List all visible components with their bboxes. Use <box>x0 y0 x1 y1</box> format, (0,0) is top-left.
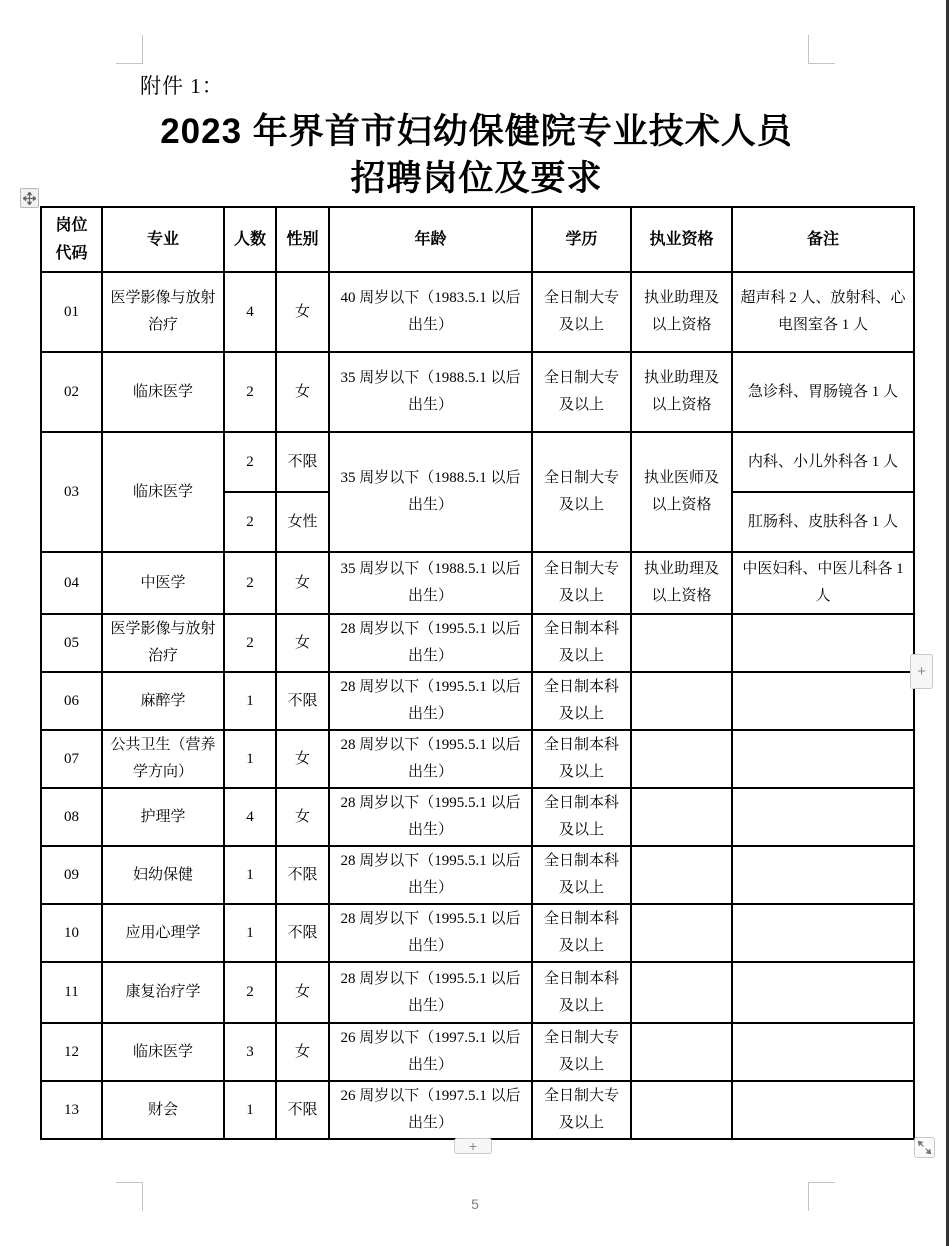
cell-count[interactable]: 2 <box>224 432 276 492</box>
cell-qualification[interactable] <box>631 614 732 672</box>
table-resize-handle[interactable] <box>914 1137 935 1158</box>
cell-education[interactable]: 全日制大专及以上 <box>532 272 631 352</box>
document-title[interactable] <box>40 108 913 202</box>
cell-major[interactable]: 财会 <box>102 1081 224 1139</box>
cell-major[interactable]: 医学影像与放射治疗 <box>102 614 224 672</box>
cell-qualification[interactable] <box>631 672 732 730</box>
cell-remark[interactable]: 急诊科、胃肠镜各 1 人 <box>732 352 914 432</box>
cell-gender[interactable]: 不限 <box>276 672 329 730</box>
cell-qualification[interactable] <box>631 904 732 962</box>
cell-major[interactable]: 临床医学 <box>102 432 224 552</box>
cell-gender[interactable]: 女 <box>276 962 329 1023</box>
cell-code[interactable]: 10 <box>41 904 102 962</box>
cell-remark[interactable] <box>732 846 914 904</box>
cell-remark[interactable] <box>732 962 914 1023</box>
cell-education[interactable]: 全日制本科及以上 <box>532 672 631 730</box>
cell-education[interactable]: 全日制大专及以上 <box>532 432 631 552</box>
cell-code[interactable]: 09 <box>41 846 102 904</box>
cell-gender[interactable]: 不限 <box>276 432 329 492</box>
cell-count[interactable]: 4 <box>224 272 276 352</box>
move-icon <box>23 192 36 205</box>
cell-count[interactable]: 3 <box>224 1023 276 1081</box>
cell-gender[interactable]: 女 <box>276 352 329 432</box>
table-row <box>41 672 914 730</box>
cell-count[interactable]: 2 <box>224 614 276 672</box>
cell-remark[interactable] <box>732 672 914 730</box>
table-row <box>41 552 914 614</box>
cell-age[interactable]: 35 周岁以下（1988.5.1 以后出生） <box>329 432 532 552</box>
cell-count[interactable]: 1 <box>224 846 276 904</box>
cell-remark[interactable] <box>732 1023 914 1081</box>
cell-code[interactable]: 02 <box>41 352 102 432</box>
cell-code[interactable]: 03 <box>41 432 102 552</box>
cell-gender[interactable]: 不限 <box>276 846 329 904</box>
cell-age[interactable]: 35 周岁以下（1988.5.1 以后出生） <box>329 552 532 614</box>
cell-major[interactable]: 护理学 <box>102 788 224 846</box>
margin-corner-mark <box>116 35 143 64</box>
header-gender[interactable]: 性别 <box>276 207 329 272</box>
cell-qualification[interactable] <box>631 1023 732 1081</box>
table-row <box>41 272 914 352</box>
insert-row-button[interactable]: + <box>454 1138 492 1154</box>
cell-count[interactable]: 2 <box>224 492 276 552</box>
cell-remark[interactable]: 中医妇科、中医儿科各 1 人 <box>732 552 914 614</box>
document-title-line2: 招聘岗位及要求 <box>350 159 603 198</box>
cell-code[interactable]: 06 <box>41 672 102 730</box>
cell-education[interactable]: 全日制本科及以上 <box>532 788 631 846</box>
cell-gender[interactable]: 不限 <box>276 1081 329 1139</box>
cell-count[interactable]: 1 <box>224 730 276 788</box>
cell-age[interactable]: 28 周岁以下（1995.5.1 以后出生） <box>329 788 532 846</box>
cell-code[interactable]: 05 <box>41 614 102 672</box>
cell-code[interactable]: 04 <box>41 552 102 614</box>
cell-count[interactable]: 2 <box>224 552 276 614</box>
cell-gender[interactable]: 女 <box>276 272 329 352</box>
cell-education[interactable]: 全日制本科及以上 <box>532 614 631 672</box>
cell-age[interactable]: 28 周岁以下（1995.5.1 以后出生） <box>329 962 532 1023</box>
cell-major[interactable]: 公共卫生（营养学方向） <box>102 730 224 788</box>
cell-code[interactable]: 01 <box>41 272 102 352</box>
cell-remark[interactable]: 肛肠科、皮肤科各 1 人 <box>732 492 914 552</box>
cell-remark[interactable]: 内科、小儿外科各 1 人 <box>732 432 914 492</box>
cell-qualification[interactable]: 执业助理及以上资格 <box>631 272 732 352</box>
cell-age[interactable]: 35 周岁以下（1988.5.1 以后出生） <box>329 352 532 432</box>
table-row <box>41 432 914 492</box>
table-header-row <box>41 207 914 272</box>
insert-column-button[interactable]: + <box>910 654 933 689</box>
cell-gender[interactable]: 不限 <box>276 904 329 962</box>
cell-count[interactable]: 2 <box>224 962 276 1023</box>
margin-corner-mark <box>116 1182 143 1211</box>
cell-major[interactable]: 医学影像与放射治疗 <box>102 272 224 352</box>
cell-count[interactable]: 1 <box>224 672 276 730</box>
cell-age[interactable]: 26 周岁以下（1997.5.1 以后出生） <box>329 1023 532 1081</box>
cell-major[interactable]: 临床医学 <box>102 352 224 432</box>
cell-remark[interactable]: 超声科 2 人、放射科、心电图室各 1 人 <box>732 272 914 352</box>
document-title-line1: 2023 年界首市妇幼保健院专业技术人员 <box>160 112 793 151</box>
cell-major[interactable]: 应用心理学 <box>102 904 224 962</box>
cell-age[interactable]: 28 周岁以下（1995.5.1 以后出生） <box>329 672 532 730</box>
table-row <box>41 730 914 788</box>
table-row <box>41 1023 914 1081</box>
cell-qualification[interactable]: 执业助理及以上资格 <box>631 552 732 614</box>
cell-count[interactable]: 4 <box>224 788 276 846</box>
margin-corner-mark <box>808 1182 835 1211</box>
cell-remark[interactable] <box>732 730 914 788</box>
cell-gender[interactable]: 女性 <box>276 492 329 552</box>
cell-count[interactable]: 2 <box>224 352 276 432</box>
cell-count[interactable]: 1 <box>224 904 276 962</box>
table-row <box>41 614 914 672</box>
cell-education[interactable]: 全日制本科及以上 <box>532 846 631 904</box>
header-major[interactable]: 专业 <box>102 207 224 272</box>
cell-remark[interactable] <box>732 904 914 962</box>
cell-qualification[interactable] <box>631 788 732 846</box>
cell-qualification[interactable]: 执业助理及以上资格 <box>631 352 732 432</box>
cell-education[interactable]: 全日制大专及以上 <box>532 1081 631 1139</box>
cell-gender[interactable]: 女 <box>276 552 329 614</box>
cell-code[interactable]: 08 <box>41 788 102 846</box>
header-remark[interactable]: 备注 <box>732 207 914 272</box>
cell-qualification[interactable] <box>631 846 732 904</box>
cell-education[interactable]: 全日制大专及以上 <box>532 352 631 432</box>
cell-major[interactable]: 麻醉学 <box>102 672 224 730</box>
header-code[interactable]: 岗位代码 <box>41 207 102 272</box>
table-row <box>41 1081 914 1139</box>
cell-age[interactable]: 28 周岁以下（1995.5.1 以后出生） <box>329 846 532 904</box>
cell-gender[interactable]: 女 <box>276 614 329 672</box>
cell-education[interactable]: 全日制本科及以上 <box>532 904 631 962</box>
cell-code[interactable]: 12 <box>41 1023 102 1081</box>
cell-qualification[interactable] <box>631 730 732 788</box>
cell-age[interactable]: 28 周岁以下（1995.5.1 以后出生） <box>329 904 532 962</box>
cell-qualification[interactable] <box>631 962 732 1023</box>
page-number: 5 <box>471 1196 479 1212</box>
cell-qualification[interactable] <box>631 1081 732 1139</box>
cell-education[interactable]: 全日制本科及以上 <box>532 730 631 788</box>
cell-education[interactable]: 全日制本科及以上 <box>532 962 631 1023</box>
cell-education[interactable]: 全日制大专及以上 <box>532 1023 631 1081</box>
resize-icon <box>917 1140 932 1155</box>
cell-major[interactable]: 康复治疗学 <box>102 962 224 1023</box>
cell-age[interactable]: 28 周岁以下（1995.5.1 以后出生） <box>329 730 532 788</box>
cell-age[interactable]: 28 周岁以下（1995.5.1 以后出生） <box>329 614 532 672</box>
cell-remark[interactable] <box>732 614 914 672</box>
cell-qualification[interactable]: 执业医师及以上资格 <box>631 432 732 552</box>
cell-remark[interactable] <box>732 788 914 846</box>
cell-code[interactable]: 11 <box>41 962 102 1023</box>
table-move-handle[interactable] <box>20 188 39 208</box>
cell-gender[interactable]: 女 <box>276 1023 329 1081</box>
header-count[interactable]: 人数 <box>224 207 276 272</box>
header-education[interactable]: 学历 <box>532 207 631 272</box>
cell-age[interactable]: 40 周岁以下（1983.5.1 以后出生） <box>329 272 532 352</box>
table-row <box>41 904 914 962</box>
cell-code[interactable]: 07 <box>41 730 102 788</box>
cell-gender[interactable]: 女 <box>276 788 329 846</box>
cell-major[interactable]: 妇幼保健 <box>102 846 224 904</box>
table-row <box>41 788 914 846</box>
cell-major[interactable]: 中医学 <box>102 552 224 614</box>
cell-code[interactable]: 13 <box>41 1081 102 1139</box>
attachment-label[interactable]: 附件 1： <box>140 74 224 98</box>
cell-education[interactable]: 全日制大专及以上 <box>532 552 631 614</box>
cell-major[interactable]: 临床医学 <box>102 1023 224 1081</box>
cell-count[interactable]: 1 <box>224 1081 276 1139</box>
recruitment-table <box>40 206 915 1140</box>
header-age[interactable]: 年龄 <box>329 207 532 272</box>
margin-corner-mark <box>808 35 835 64</box>
cell-gender[interactable]: 女 <box>276 730 329 788</box>
table-row <box>41 846 914 904</box>
cell-age[interactable]: 26 周岁以下（1997.5.1 以后出生） <box>329 1081 532 1139</box>
cell-remark[interactable] <box>732 1081 914 1139</box>
table-row <box>41 352 914 432</box>
header-qualification[interactable]: 执业资格 <box>631 207 732 272</box>
table-row <box>41 962 914 1023</box>
